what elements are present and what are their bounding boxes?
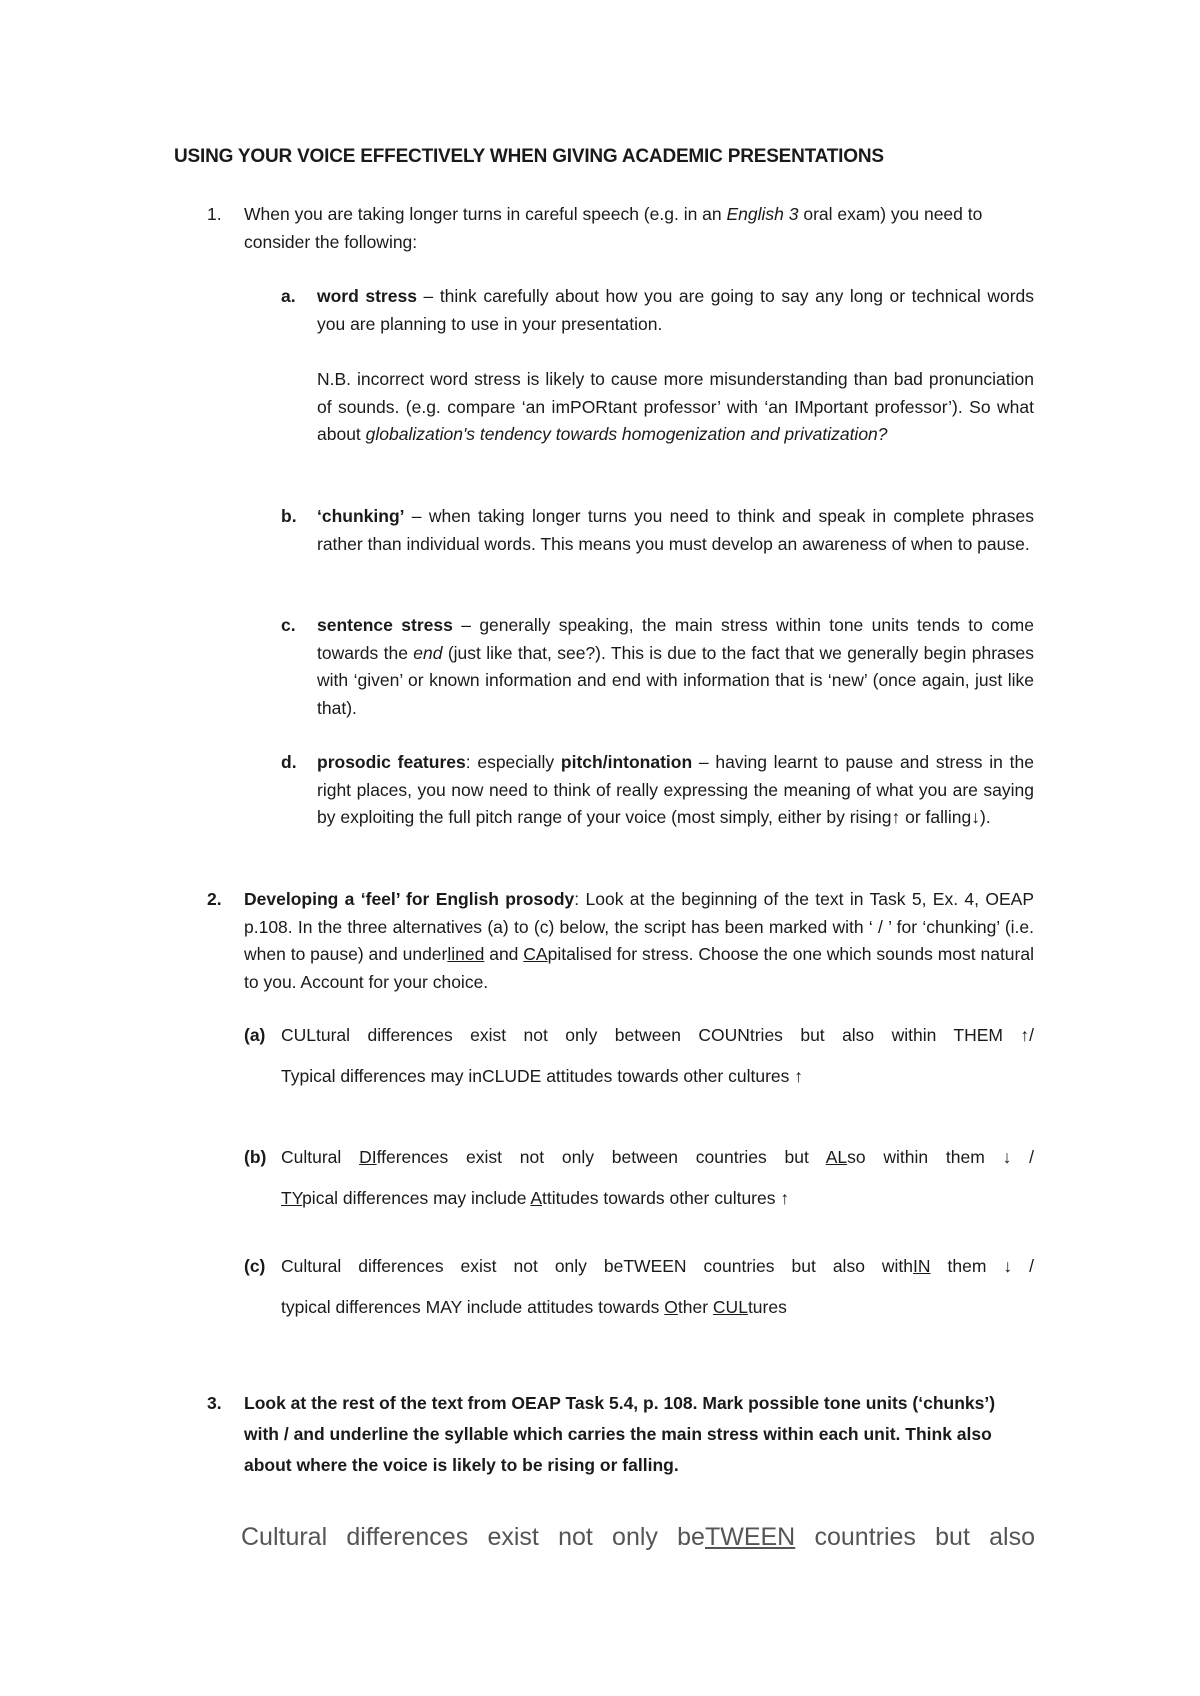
section-2-underlined: lined (447, 944, 485, 964)
example-c-stress: O (664, 1297, 678, 1317)
section-1-text-part: oral exam) you need to consider the following: (244, 204, 983, 252)
section-2-heading: Developing a ‘feel’ for English prosody (244, 889, 575, 909)
example-b-text: ttitudes towards other cultures ↑ (542, 1188, 790, 1208)
item-b-letter: b. (281, 506, 297, 526)
section-3-number: 3. (207, 1393, 222, 1413)
example-b-stress: DI (359, 1147, 377, 1167)
example-b-label: (b) (244, 1147, 267, 1167)
example-b-line-2 (281, 1185, 789, 1213)
item-d-body: – having learnt to pause and stress in the right places, you now need to think of really expressing the meaning of what you are saying by exploiting the full pitch range of your voice (most simply, either by rising↑ or falling↓). (317, 752, 1034, 827)
example-b-stress: A (530, 1188, 543, 1208)
section-1-italic: English 3 (726, 204, 799, 224)
section-2-underlined: CA (523, 944, 548, 964)
section-1-number: 1. (207, 204, 222, 224)
page-title: USING YOUR VOICE EFFECTIVELY WHEN GIVING ACADEMIC PRESENTATIONS (174, 146, 884, 167)
example-b-text: pical differences may include (302, 1188, 531, 1208)
item-c-body: (just like that, see?). This is due to the fact that we generally begin phrases with ‘given’ or known information and end with information that is ‘new’ (once again, just like that). (317, 642, 1034, 718)
example-c-label: (c) (244, 1256, 266, 1276)
example-b-stress: AL (825, 1147, 848, 1167)
item-a-letter: a. (281, 286, 296, 306)
example-c-line-2 (281, 1294, 787, 1322)
item-d-body: : especially (465, 752, 561, 772)
example-c-text: ther (677, 1297, 713, 1317)
example-a-line-1: CULtural differences exist not only between COUNtries but also within THEM ↑/ (281, 1025, 1034, 1045)
example-c-stress: CUL (712, 1297, 748, 1317)
practice-text-part: Cultural differences exist not only be (241, 1523, 705, 1551)
item-a-note-text: N.B. incorrect word stress is likely to cause more misunderstanding than bad pronunciation of sounds. (e.g. compare ‘an imPORtant professor’ with ‘an IMportant professor’). So what about (317, 369, 1034, 444)
item-a-note-italic: globalization's tendency towards homogenization and privatization? (365, 424, 888, 444)
section-1-text (244, 201, 1034, 256)
item-b-body: – when taking longer turns you need to think and speak in complete phrases rather than individual words. This means you must develop an awareness of when to pause. (317, 506, 1034, 554)
item-c-text (317, 612, 1034, 722)
section-2-number: 2. (207, 889, 222, 909)
item-b-text (317, 503, 1034, 558)
item-c-letter: c. (281, 615, 296, 635)
practice-text-part: countries but also (795, 1523, 1035, 1551)
section-2-body: : Look at the beginning of the text in Task 5, Ex. 4, OEAP p.108. In the three alternatives (a) to (c) below, the script has been marked with ‘ / ’ for ‘chunking’ (i.e. when to pause) and under (244, 889, 1034, 964)
section-2-body: and (484, 944, 524, 964)
example-b-text: so within them ↓ / (847, 1147, 1034, 1167)
item-d-heading-2: pitch/intonation (560, 752, 693, 772)
section-2-text (244, 886, 1034, 996)
practice-text-stress: TWEEN (704, 1523, 796, 1551)
example-b-line-1 (281, 1144, 1034, 1172)
example-b-text: fferences exist not only between countries but (376, 1147, 826, 1167)
example-a-label: (a) (244, 1025, 266, 1045)
section-1-text-part: When you are taking longer turns in careful speech (e.g. in an (244, 204, 727, 224)
item-c-body: – generally speaking, the main stress within tone units tends to come towards the (317, 615, 1034, 663)
example-c-text: them ↓ / (930, 1256, 1034, 1276)
item-d-text (317, 749, 1034, 832)
example-b-stress: TY (281, 1188, 303, 1208)
example-c-text: tures (747, 1297, 787, 1317)
practice-text (241, 1520, 1035, 1554)
example-c-text: typical differences MAY include attitudes towards (281, 1297, 665, 1317)
section-3-text: Look at the rest of the text from OEAP Task 5.4, p. 108. Mark possible tone units (‘chunks’) with / and underline the syllable which carries the main stress within each unit. Think also about where the voice is likely to be rising or falling. (244, 1393, 996, 1475)
example-c-text: Cultural differences exist not only beTWEEN countries but also with (281, 1256, 914, 1276)
item-a-body: – think carefully about how you are going to say any long or technical words you are planning to use in your presentation. (317, 286, 1034, 334)
example-b-text: Cultural (281, 1147, 360, 1167)
item-c-italic: end (413, 642, 443, 663)
example-c-stress: IN (913, 1256, 931, 1276)
item-d-letter: d. (281, 752, 297, 772)
item-a-note (317, 366, 1034, 449)
example-a-line-2: Typical differences may inCLUDE attitudes towards other cultures ↑ (281, 1066, 803, 1086)
section-2-body: pitalised for stress. Choose the one which sounds most natural to you. Account for your choice. (244, 944, 1034, 992)
example-c-line-1 (281, 1253, 1034, 1281)
item-a-heading: word stress (317, 286, 417, 306)
item-d-heading: prosodic features (317, 752, 466, 772)
item-c-heading: sentence stress (317, 615, 453, 635)
item-a-text (317, 283, 1034, 338)
item-b-heading: ‘chunking’ (317, 506, 405, 526)
